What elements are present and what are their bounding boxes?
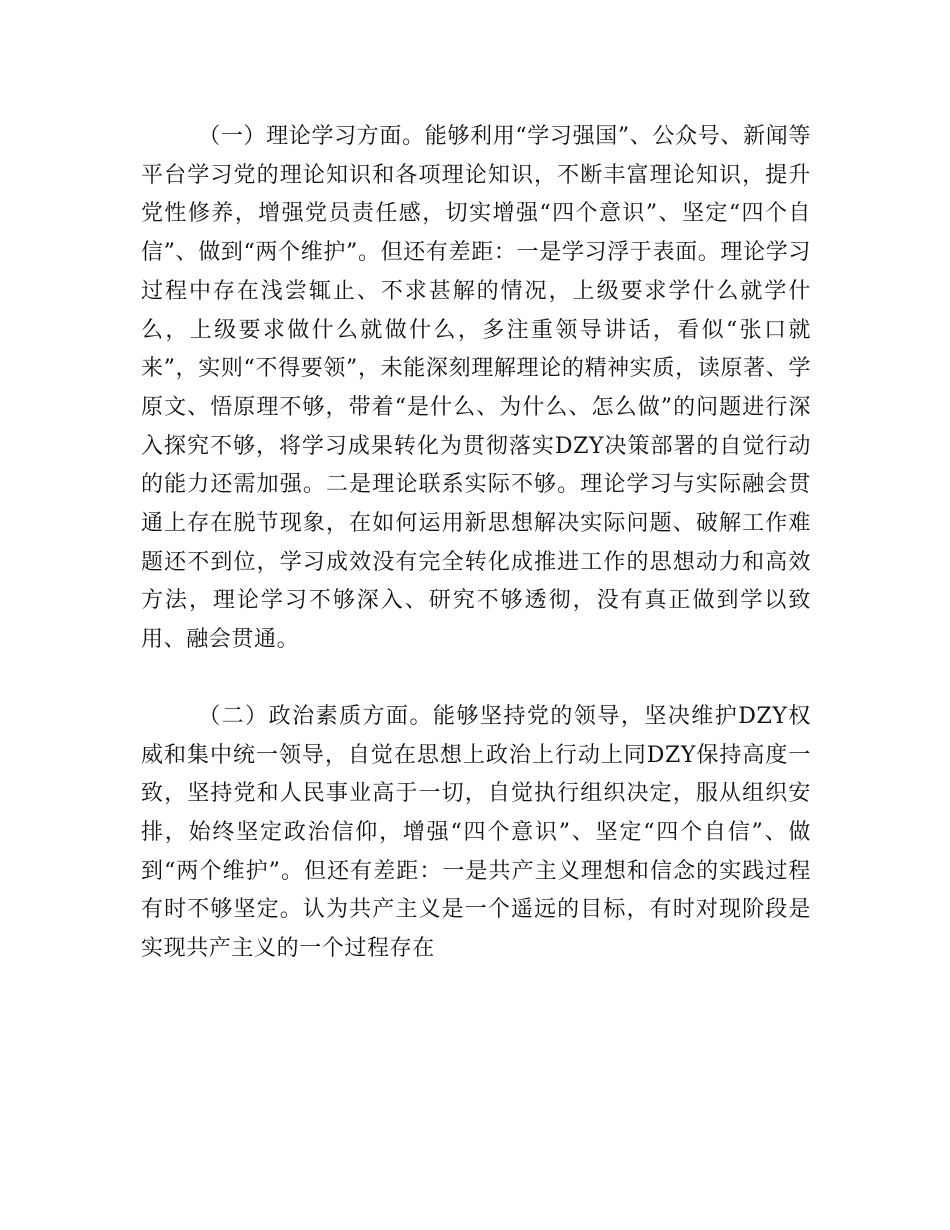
- paragraph-theory-study: （一）理论学习方面。能够利用“学习强国”、公众号、新闻等平台学习党的理论知识和各项理论知识，不断丰富理论知识，提升党性修养，增强党员责任感，切实增强“四个意识”、坚定“四个自信”、做到“两个维护”。但还有差距：一是学习浮于表面。理论学习过程中存在浅尝辄止、不求甚解的情况，上级要求学什么就学什么，上级要求做什么就做什么，多注重领导讲话，看似“张口就来”，实则“不得要领”，未能深刻理解理论的精神实质，读原著、学原文、悟原理不够，带着“是什么、为什么、怎么做”的问题进行深入探究不够，将学习成果转化为贯彻落实DZY决策部署的自觉行动的能力还需加强。二是理论联系实际不够。理论学习与实际融会贯通上存在脱节现象，在如何运用新思想解决实际问题、破解工作难题还不到位，学习成效没有完全转化成推进工作的思想动力和高效方法，理论学习不够深入、研究不够透彻，没有真正做到学以致用、融会贯通。: [141, 124, 811, 653]
- paragraph-political-quality: （二）政治素质方面。能够坚持党的领导，坚决维护DZY权威和集中统一领导，自觉在思想上政治上行动上同DZY保持高度一致，坚持党和人民事业高于一切，自觉执行组织决定，服从组织安排，始终坚定政治信仰，增强“四个意识”、坚定“四个自信”、做到“两个维护”。但还有差距：一是共产主义理想和信念的实践过程有时不够坚定。认为共产主义是一个遥远的目标，有时对现阶段是实现共产主义的一个过程存在: [141, 703, 811, 962]
- document-body: [141, 118, 811, 969]
